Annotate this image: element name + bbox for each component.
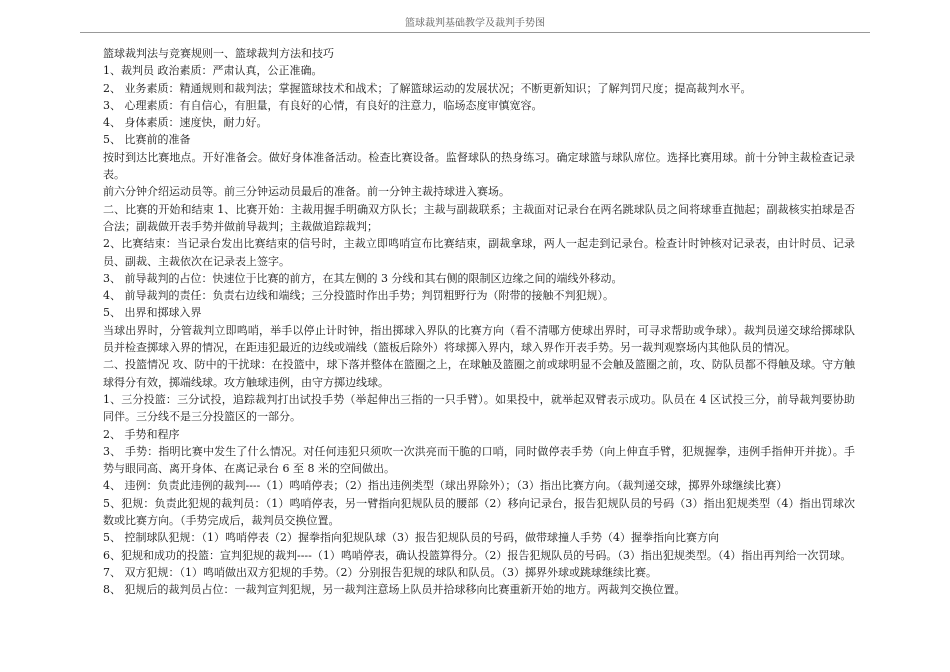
header-rule <box>80 32 870 33</box>
paragraph-1: 1、裁判员 政治素质：严肃认真，公正准确。 <box>103 64 323 78</box>
paragraph-10: 3、 前导裁判的占位：快速位于比赛的前方，在其左侧的 3 分线和其右侧的限制区边缘之间的端线外移动。 <box>103 271 623 285</box>
paragraph-0: 篮球裁判法与竞赛规则一、篮球裁判方法和技巧 <box>103 47 334 60</box>
paragraph-18: 4、 违例：负责此违例的裁判----（1）鸣哨停表；（2）指出违例类型（球出界除外）；（3）指出比赛方向。（裁判递交球，掷界外球继续比赛） <box>103 479 788 493</box>
paragraph-4: 4、 身体素质：速度快，耐力好。 <box>103 116 268 130</box>
paragraph-15: 1、三分投篮：三分试投，追踪裁判打出试投手势（举起伸出三指的一只手臂）。如果投中，就举起双臂表示成功。队员在 4 区试投三分，前导裁判要协助同伴。三分线不是三分投篮区的一部分。 <box>103 392 855 424</box>
paragraph-12: 5、 出界和掷球入界 <box>103 306 202 320</box>
paragraph-8: 二、比赛的开始和结束 1、比赛开始：主裁用握手明确双方队长；主裁与副裁联系；主裁面对记录台在两名跳球队员之间将球垂直抛起；副裁核实拍球是否合法；副裁做开表手势并做前导裁判；主裁做追踪裁判； <box>103 202 855 233</box>
paragraph-23: 8、 犯规后的裁判员占位：一裁判宣判犯规，另一裁判注意场上队员并拾球移向比赛重新开始的地方。两裁判交换位置。 <box>103 583 686 597</box>
paragraph-21: 6、犯规和成功的投篮：宣判犯规的裁判----（1）鸣哨停表，确认投篮算得分。（2）报告犯规队员的号码。（3）指出犯规类型。（4）指出再判给一次罚球。 <box>103 548 852 562</box>
paragraph-9: 2、比赛结束：当记录台发出比赛结束的信号时，主裁立即鸣哨宣布比赛结束，副裁拿球，两人一起走到记录台。检查计时钟核对记录表，由计时员、记录员、副裁、主裁依次在记录表上签字。 <box>103 237 855 268</box>
paragraph-7: 前六分钟介绍运动员等。前三分钟运动员最后的准备。前一分钟主裁持球进入赛场。 <box>103 185 510 199</box>
page-header-title: 篮球裁判基础教学及裁判手势图 <box>405 18 545 29</box>
paragraph-2: 2、 业务素质：精通规则和裁判法；掌握篮球技术和战术；了解篮球运动的发展状况；不断更新知识；了解判罚尺度；提高裁判水平。 <box>103 81 752 95</box>
paragraph-13: 当球出界时，分管裁判立即鸣哨，举手以停止计时钟，指出掷球入界队的比赛方向（看不清哪方使球出界时，可寻求帮助或争球）。裁判员递交球给掷球队员并检查掷球入界的情况，在距违犯最近的边线或端线（篮板后除外）将球掷入界内，球入界作开表手势。另一裁判观察场内其他队员的情况。 <box>103 323 855 355</box>
paragraph-3: 3、 心理素质：有自信心，有胆量，有良好的心情，有良好的注意力，临场态度审慎宽容。 <box>103 98 543 112</box>
document-body <box>103 45 855 599</box>
paragraph-17: 3、 手势：指明比赛中发生了什么情况。对任何违犯只须吹一次洪亮而干脆的口哨，同时做停表手势（向上伸直手臂，犯规握拳，违例手指伸开并拢）。手势与眼同高、离开身体、在离记录台 6 至 8 米的空间做出。 <box>103 444 855 476</box>
paragraph-6: 按时到达比赛地点。开好准备会。做好身体准备活动。检查比赛设备。监督球队的热身练习。确定球篮与球队席位。选择比赛用球。前十分钟主裁检查记录表。 <box>103 150 855 182</box>
paragraph-16: 2、 手势和程序 <box>103 427 180 441</box>
paragraph-5: 5、 比赛前的准备 <box>103 133 191 147</box>
paragraph-14: 二、投篮情况 攻、防中的干扰球：在投篮中，球下落并整体在篮圈之上，在球触及篮圈之前或球明显不会触及篮圈之前，攻、防队员都不得触及球。守方触球得分有效，掷端线球。攻方触球违例，由守方掷边线球。 <box>103 358 855 389</box>
paragraph-11: 4、 前导裁判的责任：负责右边线和端线；三分投篮时作出手势；判罚粗野行为（附带的接触不判犯规）。 <box>103 289 614 303</box>
paragraph-19: 5、犯规：负责此犯规的裁判员：（1）鸣哨停表，另一臂指向犯规队员的腰部（2）移向记录台，报告犯规队员的号码（3）指出犯规类型（4）指出罚球次数或比赛方向。（手势完成后，裁判员交换位置。 <box>103 496 855 528</box>
paragraph-22: 7、 双方犯规：（1）鸣哨做出双方犯规的手势。（2）分别报告犯规的球队和队员。（3）掷界外球或跳球继续比赛。 <box>103 565 657 579</box>
paragraph-20: 5、 控制球队犯规：（1）鸣哨停表（2）握拳指向犯规队球（3）报告犯规队员的号码，做带球撞人手势（4）握拳指向比赛方向 <box>103 531 719 545</box>
